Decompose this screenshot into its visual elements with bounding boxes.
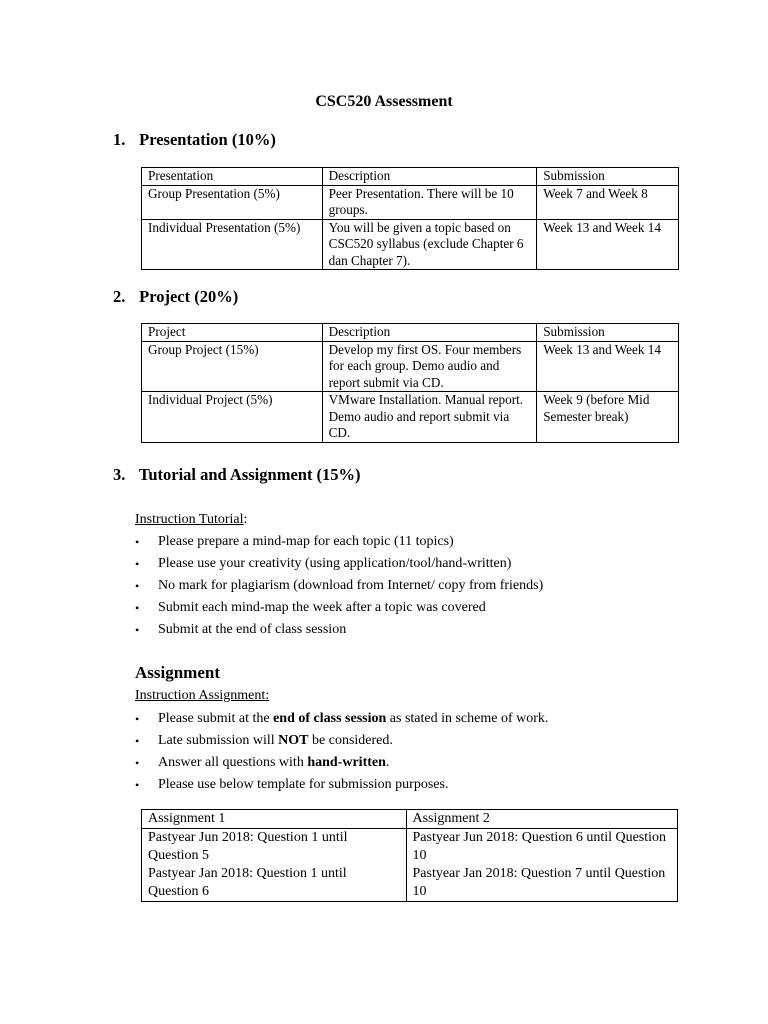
list-item-text: No mark for plagiarism (download from Internet/ copy from friends) — [158, 578, 544, 593]
bullet-icon: • — [135, 734, 140, 748]
table-cell: Group Presentation (5%) — [142, 185, 323, 219]
bullet-icon: • — [135, 712, 140, 726]
list-item-text: Submit at the end of class session — [158, 622, 347, 637]
list-item-text: Please use below template for submission purposes. — [158, 777, 449, 792]
table-cell — [406, 829, 678, 902]
table-header-cell: Presentation — [142, 168, 323, 186]
section-number: 2. — [113, 287, 126, 306]
table-header-row — [142, 324, 679, 342]
list-item — [135, 774, 548, 796]
list-item — [135, 752, 548, 774]
table-row — [142, 185, 679, 219]
table-cell — [142, 829, 407, 902]
list-item — [135, 597, 543, 619]
section-number: 3. — [113, 465, 126, 484]
tutorial-label-text: Instruction Tutorial — [135, 512, 244, 527]
list-item-text: . — [385, 755, 390, 770]
list-item — [135, 575, 543, 597]
assignment-question-range: Pastyear Jan 2018: Question 1 until Question 6 — [148, 866, 347, 899]
bullet-icon: • — [135, 579, 140, 593]
tutorial-label-suffix: : — [243, 512, 248, 527]
table-header-cell: Assignment 1 — [142, 810, 407, 829]
list-item — [135, 553, 543, 575]
list-item-text: Please submit at the — [158, 711, 274, 726]
table-row — [142, 341, 679, 392]
section-title: Project (20%) — [139, 287, 239, 306]
table-cell: Individual Presentation (5%) — [142, 219, 323, 270]
table-row — [142, 392, 679, 443]
bullet-icon: • — [135, 756, 140, 770]
section-title: Presentation (10%) — [139, 130, 276, 149]
table-header-cell: Description — [322, 168, 537, 186]
list-item — [135, 531, 543, 553]
assignment-table — [141, 809, 678, 902]
list-item-emphasis: NOT — [278, 733, 309, 748]
assignment-label-text: Instruction Assignment: — [135, 688, 270, 703]
table-row — [142, 829, 678, 902]
table-header-row — [142, 810, 678, 829]
bullet-icon: • — [135, 623, 140, 637]
table-cell: Week 13 and Week 14 — [537, 219, 679, 270]
table-row — [142, 219, 679, 270]
table-cell: Peer Presentation. There will be 10 groups. — [322, 185, 537, 219]
table-cell: Develop my first OS. Four members for each group. Demo audio and report submit via CD. — [322, 341, 537, 392]
section-number: 1. — [113, 130, 126, 149]
table-cell: Week 7 and Week 8 — [537, 185, 679, 219]
tutorial-instruction-list — [135, 531, 543, 641]
assignment-question-range: Pastyear Jun 2018: Question 6 until Question 10 — [412, 830, 667, 863]
table-cell: You will be given a topic based on CSC520 syllabus (exclude Chapter 6 dan Chapter 7). — [322, 219, 537, 270]
project-table — [141, 323, 679, 443]
assignment-question-range: Pastyear Jan 2018: Question 7 until Question 10 — [412, 866, 666, 899]
assignment-heading: Assignment — [135, 663, 221, 682]
list-item-emphasis: hand-written — [307, 755, 386, 770]
table-cell: Week 9 (before Mid Semester break) — [537, 392, 679, 443]
list-item-text: as stated in scheme of work. — [386, 711, 549, 726]
table-header-cell: Submission — [537, 168, 679, 186]
list-item-text: Late submission will — [158, 733, 279, 748]
assignment-instruction-label — [135, 688, 269, 704]
list-item-emphasis: end of class session — [273, 711, 387, 726]
assignment-instruction-list — [135, 708, 548, 796]
table-header-cell: Submission — [537, 324, 679, 342]
bullet-icon: • — [135, 601, 140, 615]
bullet-icon: • — [135, 778, 140, 792]
table-header-cell: Project — [142, 324, 323, 342]
table-header-cell: Assignment 2 — [406, 810, 678, 829]
list-item-text: Submit each mind-map the week after a topic was covered — [158, 600, 486, 615]
presentation-table — [141, 167, 679, 270]
section-title: Tutorial and Assignment (15%) — [138, 465, 361, 484]
list-item-text: Please prepare a mind-map for each topic (11 topics) — [158, 534, 454, 549]
bullet-icon: • — [135, 535, 140, 549]
table-cell: VMware Installation. Manual report. Demo audio and report submit via CD. — [322, 392, 537, 443]
page-title: CSC520 Assessment — [315, 93, 453, 110]
table-cell: Individual Project (5%) — [142, 392, 323, 443]
table-cell: Group Project (15%) — [142, 341, 323, 392]
table-cell: Week 13 and Week 14 — [537, 341, 679, 392]
tutorial-instruction-label — [135, 512, 247, 528]
section-heading-project — [113, 287, 238, 307]
bullet-icon: • — [135, 557, 140, 571]
list-item-text: Please use your creativity (using application/tool/hand-written) — [158, 556, 512, 571]
list-item-text: Answer all questions with — [158, 755, 308, 770]
section-heading-presentation — [113, 130, 276, 150]
section-heading-tutorial-assignment — [113, 465, 361, 485]
list-item-text: be considered. — [308, 733, 393, 748]
list-item — [135, 708, 548, 730]
assignment-question-range: Pastyear Jun 2018: Question 1 until Question 5 — [148, 830, 348, 863]
list-item — [135, 619, 543, 641]
table-header-cell: Description — [322, 324, 537, 342]
table-header-row — [142, 168, 679, 186]
list-item — [135, 730, 548, 752]
